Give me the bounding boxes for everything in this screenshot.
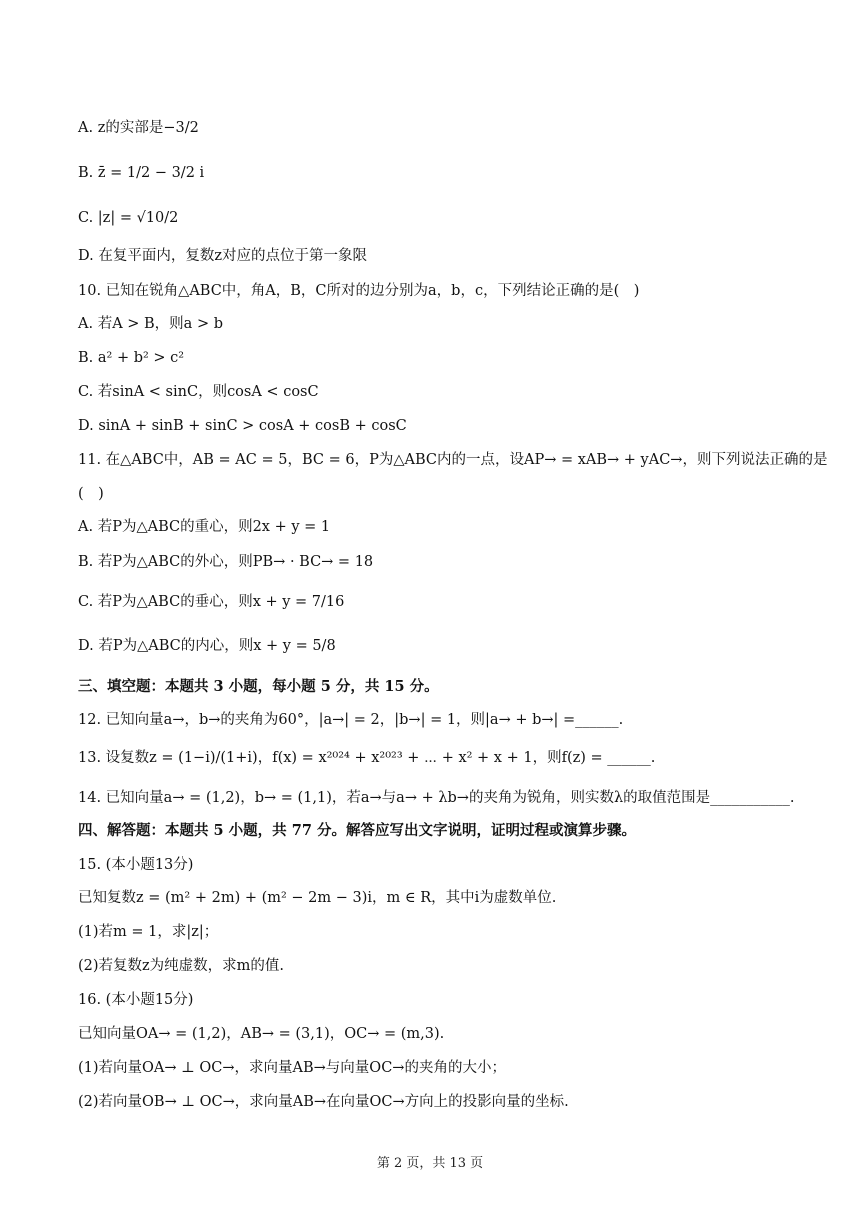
option-11a: A. 若P为△ABC的重心，则2x + y = 1 xyxy=(78,519,331,535)
option-10d: D. sinA + sinB + sinC > cosA + cosB + cosC xyxy=(78,418,407,434)
option-11b: B. 若P为△ABC的外心，则PB→ · BC→ = 18 xyxy=(78,554,374,570)
option-11c: C. 若P为△ABC的垂心，则x + y = 7/16 xyxy=(78,594,345,610)
section-answer-heading: 四、解答题：本题共 5 小题，共 77 分。解答应写出文字说明，证明过程或演算步骤。 xyxy=(78,822,636,839)
question-11: 11. 在△ABC中，AB = AC = 5，BC = 6，P为△ABC内的一点，设AP→ = xAB→ + yAC→，则下列说法正确的是 xyxy=(78,452,828,468)
question-13: 13. 设复数z = (1−i)/(1+i)，f(x) = x²⁰²⁴ + x²⁰²³ + ⋯ + x² + x + 1，则f(z) = ______. xyxy=(78,750,656,766)
option-10b: B. a² + b² > c² xyxy=(78,350,185,366)
question-10: 10. 已知在锐角△ABC中，角A，B，C所对的边分别为a，b，c，下列结论正确的是( ) xyxy=(78,283,640,299)
question-15-part1: (1)若m = 1，求|z|； xyxy=(78,924,219,940)
option-9a: A. z的实部是−3/2 xyxy=(78,120,199,136)
question-14: 14. 已知向量a→ = (1,2)，b→ = (1,1)，若a→与a→ + λb→的夹角为锐角，则实数λ的取值范围是___________. xyxy=(78,790,795,806)
question-16-header: 16. (本小题15分) xyxy=(78,992,194,1008)
page-footer: 第 2 页，共 13 页 xyxy=(376,1156,484,1171)
question-12: 12. 已知向量a→，b→的夹角为60°，|a→| = 2，|b→| = 1，则|a→ + b→| =______. xyxy=(78,712,624,728)
question-16-part2: (2)若向量OB→ ⊥ OC→，求向量AB→在向量OC→方向上的投影向量的坐标. xyxy=(78,1094,569,1110)
option-9c: C. |z| = √10/2 xyxy=(78,210,179,226)
option-10a: A. 若A > B，则a > b xyxy=(78,316,223,332)
question-16-part1: (1)若向量OA→ ⊥ OC→，求向量AB→与向量OC→的夹角的大小； xyxy=(78,1060,506,1076)
question-15-body: 已知复数z = (m² + 2m) + (m² − 2m − 3)i，m ∈ R，其中i为虚数单位. xyxy=(78,890,557,906)
question-15-part2: (2)若复数z为纯虚数，求m的值. xyxy=(78,958,285,974)
question-16-body: 已知向量OA→ = (1,2)，AB→ = (3,1)，OC→ = (m,3). xyxy=(78,1026,445,1042)
option-9b: B. z̄ = 1/2 − 3/2 i xyxy=(78,165,205,181)
question-15-header: 15. (本小题13分) xyxy=(78,857,194,873)
option-10c: C. 若sinA < sinC，则cosA < cosC xyxy=(78,384,319,400)
option-11d: D. 若P为△ABC的内心，则x + y = 5/8 xyxy=(78,638,336,654)
option-9d: D. 在复平面内，复数z对应的点位于第一象限 xyxy=(78,248,367,264)
section-fill-in-heading: 三、填空题：本题共 3 小题，每小题 5 分，共 15 分。 xyxy=(78,678,439,695)
question-11-paren: ( ) xyxy=(78,486,104,502)
